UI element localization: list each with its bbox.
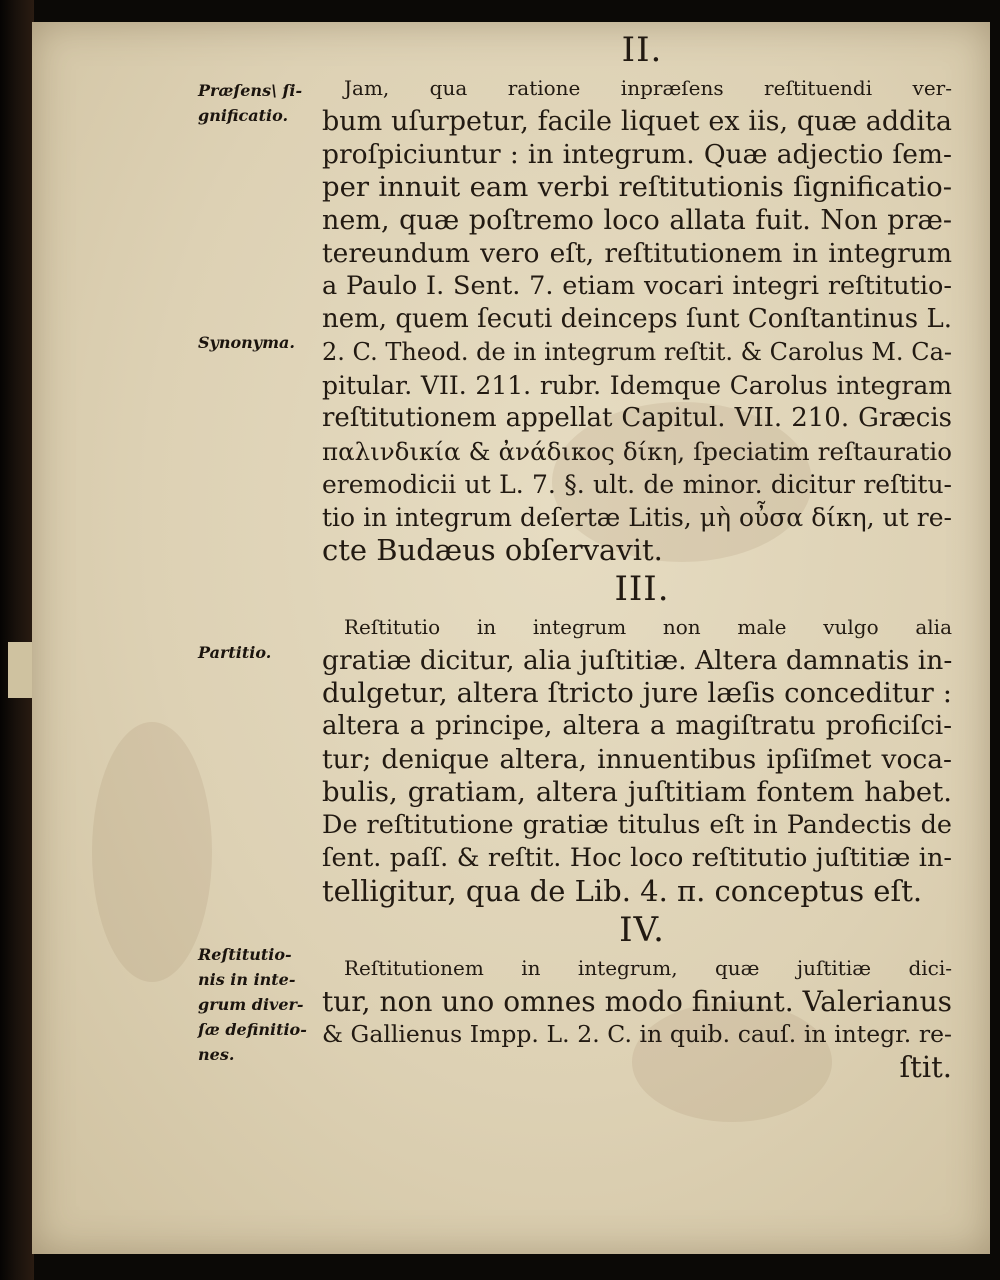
margin-note-partitio	[198, 640, 313, 665]
margin-note-line: grum diver-	[198, 995, 304, 1014]
section-heading: IV.	[619, 910, 665, 950]
text-line: De reſtitutione gratiæ titulus eſt in Pandectis de	[322, 810, 952, 840]
margin-note-line: Præſens\ ſi-	[198, 81, 303, 100]
margin-note-line: Partitio.	[198, 643, 272, 662]
text-line: per innuit eam verbi reſtitutionis ſignificatio-	[322, 171, 952, 203]
text-line: cte Budæus obſervavit.	[322, 533, 663, 567]
text-line: tio in integrum deſertæ Litis, μὴ οὖσα δίκη, ut re-	[322, 503, 952, 532]
text-line: Reſtitutionem in integrum, quæ juſtitiæ dici-	[344, 956, 952, 980]
section-heading: II.	[621, 30, 663, 70]
text-line: & Gallienus Impp. L. 2. C. in quib. cauſ. in integr. re-	[322, 1020, 952, 1048]
text-line: nem, quæ poſtremo loco allata fuit. Non præ-	[322, 205, 952, 236]
margin-note-line: ſæ definitio-	[198, 1020, 307, 1039]
text-line: ſent. paſſ. & reſtit. Hoc loco reſtitutio juſtitiæ in-	[322, 843, 952, 873]
margin-note-line: gnificatio.	[198, 106, 289, 125]
text-line: tereundum vero eſt, reſtitutionem in integrum	[322, 238, 952, 269]
text-line: proſpiciuntur : in integrum. Quæ adjectio ſem-	[322, 139, 952, 170]
section-paragraph	[322, 611, 952, 908]
text-line: altera a principe, altera a magiſtratu proficiſci-	[322, 711, 952, 741]
margin-note-line: Synonyma.	[198, 333, 295, 352]
text-line: nem, quem ſecuti deinceps ſunt Conſtantinus L.	[322, 304, 952, 334]
margin-note-definitiones	[198, 942, 313, 1067]
text-line: ſtit.	[899, 1050, 952, 1084]
text-line: bulis, gratiam, altera juſtitiam fontem habet.	[322, 776, 952, 808]
text-line: 2. C. Theod. de in integrum reſtit. & Carolus M. Ca-	[322, 338, 952, 366]
text-line: παλινδικία & ἀνάδικος δίκη, ſpeciatim reſtauratio	[322, 437, 952, 466]
section-paragraph	[322, 952, 952, 1084]
main-text	[322, 28, 952, 1084]
text-line: telligitur, qua de Lib. 4. π. conceptus eſt.	[322, 874, 923, 908]
paper-stain	[92, 722, 212, 982]
text-line: Jam, qua ratione inpræſens reſtituendi ver-	[344, 76, 952, 100]
text-line: a Paulo I. Sent. 7. etiam vocari integri reſtitutio-	[322, 271, 952, 301]
text-line: eremodicii ut L. 7. §. ult. de minor. dicitur reſtitu-	[322, 470, 952, 499]
margin-note-synonyma	[198, 330, 313, 355]
text-line: gratiæ dicitur, alia juſtitiæ. Altera damnatis in-	[322, 645, 953, 676]
text-line: dulgetur, altera ſtricto jure læſis conceditur :	[322, 677, 952, 709]
text-line: reſtitutionem appellat Capitul. VII. 210. Græcis	[322, 403, 952, 433]
text-line: bum uſurpetur, facile liquet ex iis, quæ addita	[322, 106, 952, 137]
section-paragraph	[322, 72, 952, 567]
section-heading: III.	[614, 569, 670, 609]
margin-note-line: nes.	[198, 1045, 235, 1064]
text-line: Reſtitutio in integrum non male vulgo alia	[344, 615, 952, 639]
margin-note-praesens	[198, 78, 313, 128]
text-line: tur, non uno omnes modo finiunt. Valerianus	[322, 985, 952, 1018]
text-line: pitular. VII. 211. rubr. Idemque Carolus integram	[322, 371, 952, 400]
book-spine	[0, 0, 34, 1280]
margin-note-line: Reſtitutio-	[198, 945, 292, 964]
margin-note-line: nis in inte-	[198, 970, 296, 989]
text-line: tur; denique altera, innuentibus ipſiſmet voca-	[322, 744, 952, 775]
